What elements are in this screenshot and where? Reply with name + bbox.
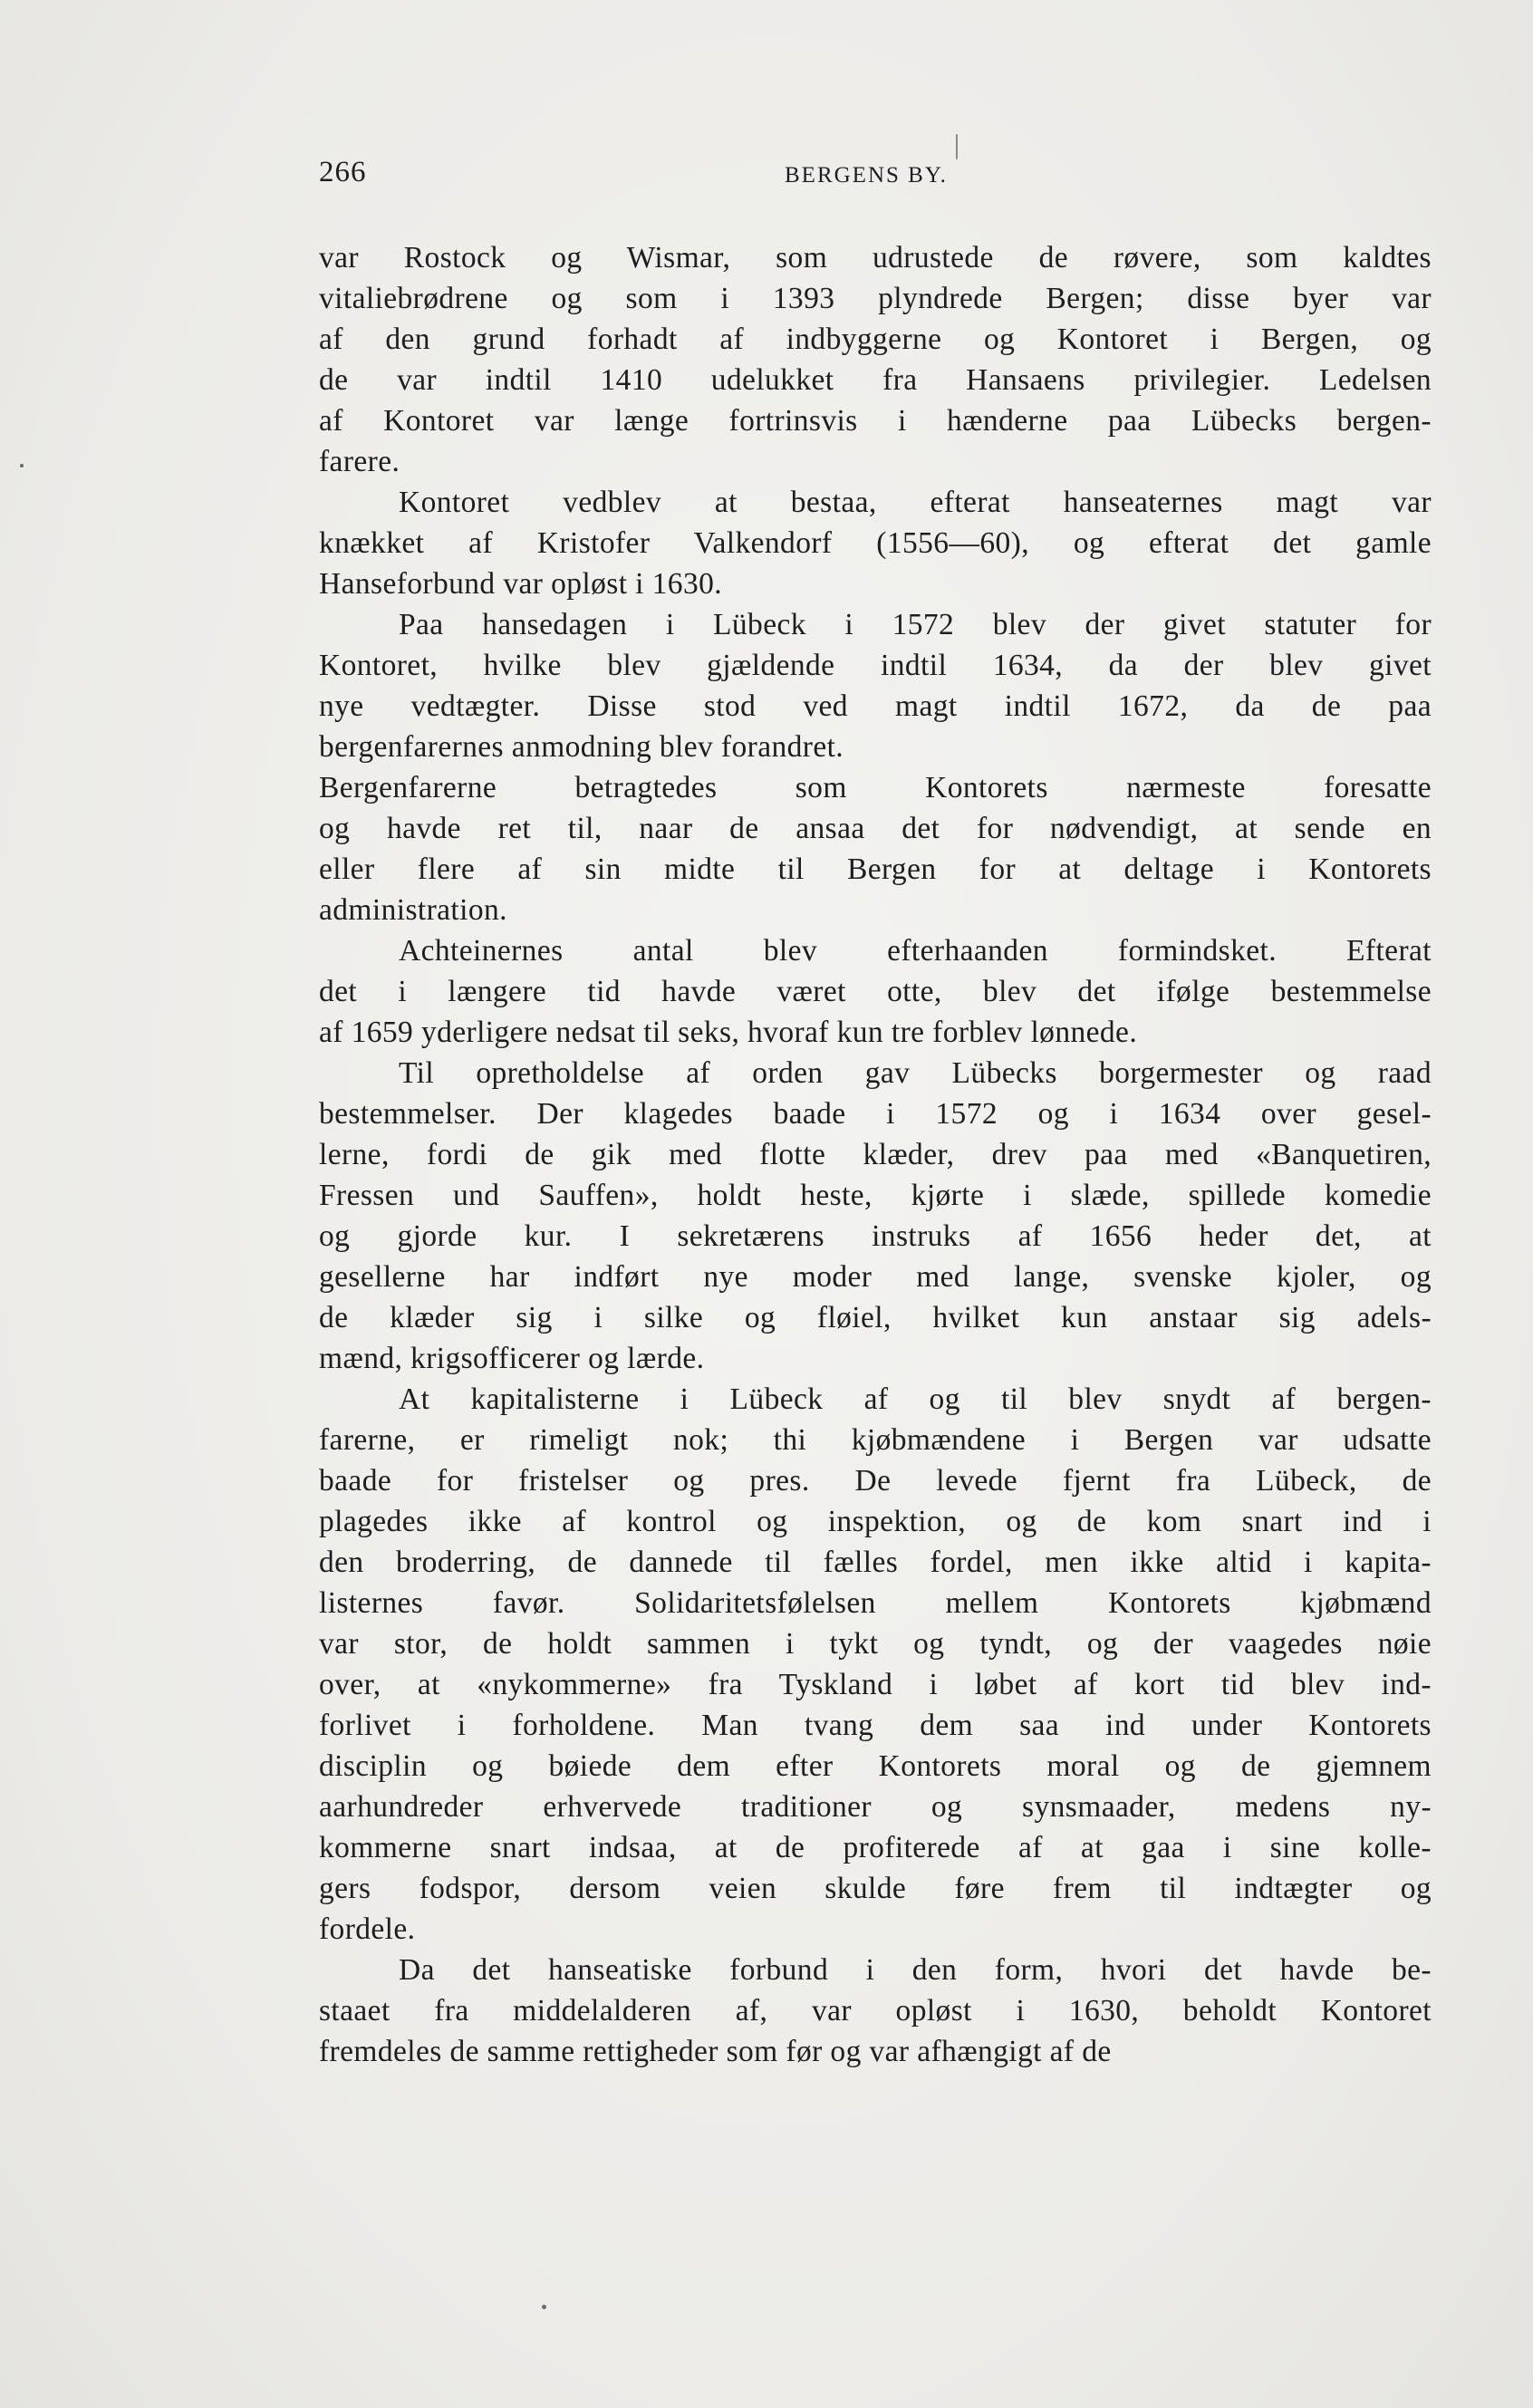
paragraph xyxy=(319,604,1432,767)
text-line: knækket af Kristofer Valkendorf (1556—60), og efterat det gamle xyxy=(319,526,1432,560)
text-line: fordele. xyxy=(319,1912,416,1946)
text-line: administration. xyxy=(319,893,507,927)
text-line: gesellerne har indført nye moder med lange, svenske kjoler, og xyxy=(319,1260,1432,1294)
text-line: de klæder sig i silke og fløiel, hvilket kun anstaar sig adels- xyxy=(319,1301,1432,1334)
print-speck xyxy=(956,134,958,159)
text-line: lerne, fordi de gik med flotte klæder, drev paa med «Banquetiren, xyxy=(319,1138,1432,1171)
text-line: fremdeles de samme rettigheder som før og var afhængigt af de xyxy=(319,2035,1112,2068)
text-line: disciplin og bøiede dem efter Kontorets moral og de gjemnem xyxy=(319,1749,1432,1783)
text-line: Bergenfarerne betragtedes som Kontorets nærmeste foresatte xyxy=(319,771,1432,804)
text-line: Fressen und Sauffen», holdt heste, kjørte i slæde, spillede komedie xyxy=(319,1179,1432,1212)
paragraph xyxy=(319,1379,1432,1950)
text-line: og gjorde kur. I sekretærens instruks af 1656 heder det, at xyxy=(319,1219,1432,1253)
text-line: af den grund forhadt af indbyggerne og Kontoret i Bergen, og xyxy=(319,323,1432,356)
text-line: Da det hanseatiske forbund i den form, hvori det havde be- xyxy=(399,1953,1432,1987)
text-line: bestemmelser. Der klagedes baade i 1572 og i 1634 over gesel- xyxy=(319,1097,1432,1131)
text-line: Paa hansedagen i Lübeck i 1572 blev der givet statuter for xyxy=(399,608,1432,641)
text-line: At kapitalisterne i Lübeck af og til blev snydt af bergen- xyxy=(399,1382,1432,1416)
text-line: plagedes ikke af kontrol og inspektion, og de kom snart ind i xyxy=(319,1505,1432,1538)
text-line: Kontoret, hvilke blev gjældende indtil 1634, da der blev givet xyxy=(319,649,1432,682)
text-line: og havde ret til, naar de ansaa det for nødvendigt, at sende en xyxy=(319,812,1432,845)
text-line: aarhundreder erhvervede traditioner og synsmaader, medens ny- xyxy=(319,1790,1432,1824)
text-line: Til opretholdelse af orden gav Lübecks borgermester og raad xyxy=(399,1056,1432,1090)
text-line: listernes favør. Solidaritetsfølelsen mellem Kontorets kjøbmænd xyxy=(319,1586,1432,1620)
page-header xyxy=(319,156,1432,201)
text-line: bergenfarernes anmodning blev forandret. xyxy=(319,730,844,764)
text-line: forlivet i forholdene. Man tvang dem saa ind under Kontorets xyxy=(319,1709,1432,1742)
text-line: staaet fra middelalderen af, var opløst i 1630, beholdt Kontoret xyxy=(319,1994,1432,2028)
text-line: Hanseforbund var opløst i 1630. xyxy=(319,567,723,601)
text-line: vitaliebrødrene og som i 1393 plyndrede Bergen; disse byer var xyxy=(319,282,1432,315)
text-line: af 1659 yderligere nedsat til seks, hvoraf kun tre forblev lønnede. xyxy=(319,1016,1138,1049)
paragraph xyxy=(319,1053,1432,1379)
text-line: var Rostock og Wismar, som udrustede de røvere, som kaldtes xyxy=(319,241,1432,275)
text-line: nye vedtægter. Disse stod ved magt indtil 1672, da de paa xyxy=(319,689,1432,723)
text-line: de var indtil 1410 udelukket fra Hansaens privilegier. Ledelsen xyxy=(319,363,1432,397)
text-line: det i længere tid havde været otte, blev det ifølge bestemmelse xyxy=(319,975,1432,1008)
text-line: den broderring, de dannede til fælles fordel, men ikke altid i kapita- xyxy=(319,1546,1432,1579)
text-line: gers fodspor, dersom veien skulde føre frem til indtægter og xyxy=(319,1872,1432,1905)
paragraph xyxy=(319,237,1432,482)
paragraph xyxy=(319,1950,1432,2072)
text-line: kommerne snart indsaa, at de profiterede af at gaa i sine kolle- xyxy=(319,1831,1432,1864)
print-speck xyxy=(542,2305,546,2309)
text-line: farerne, er rimeligt nok; thi kjøbmændene i Bergen var udsatte xyxy=(319,1423,1432,1457)
body-text xyxy=(319,237,1432,2072)
paragraph xyxy=(319,930,1432,1053)
text-line: Kontoret vedblev at bestaa, efterat hanseaternes magt var xyxy=(399,486,1432,519)
running-title: BERGENS BY. xyxy=(785,163,948,188)
text-line: af Kontoret var længe fortrinsvis i hænderne paa Lübecks bergen- xyxy=(319,404,1432,438)
paragraph xyxy=(319,482,1432,604)
text-line: Achteinernes antal blev efterhaanden formindsket. Efterat xyxy=(399,934,1432,968)
print-speck xyxy=(20,464,24,467)
text-line: mænd, krigsofficerer og lærde. xyxy=(319,1342,705,1375)
text-line: farere. xyxy=(319,445,400,478)
text-line: var stor, de holdt sammen i tykt og tyndt, og der vaagedes nøie xyxy=(319,1627,1432,1661)
text-line: baade for fristelser og pres. De levede fjernt fra Lübeck, de xyxy=(319,1464,1432,1498)
text-line: eller flere af sin midte til Bergen for at deltage i Kontorets xyxy=(319,852,1432,886)
page-number: 266 xyxy=(319,156,367,188)
text-line: over, at «nykommerne» fra Tyskland i løbet af kort tid blev ind- xyxy=(319,1668,1432,1701)
paragraph xyxy=(319,767,1432,930)
